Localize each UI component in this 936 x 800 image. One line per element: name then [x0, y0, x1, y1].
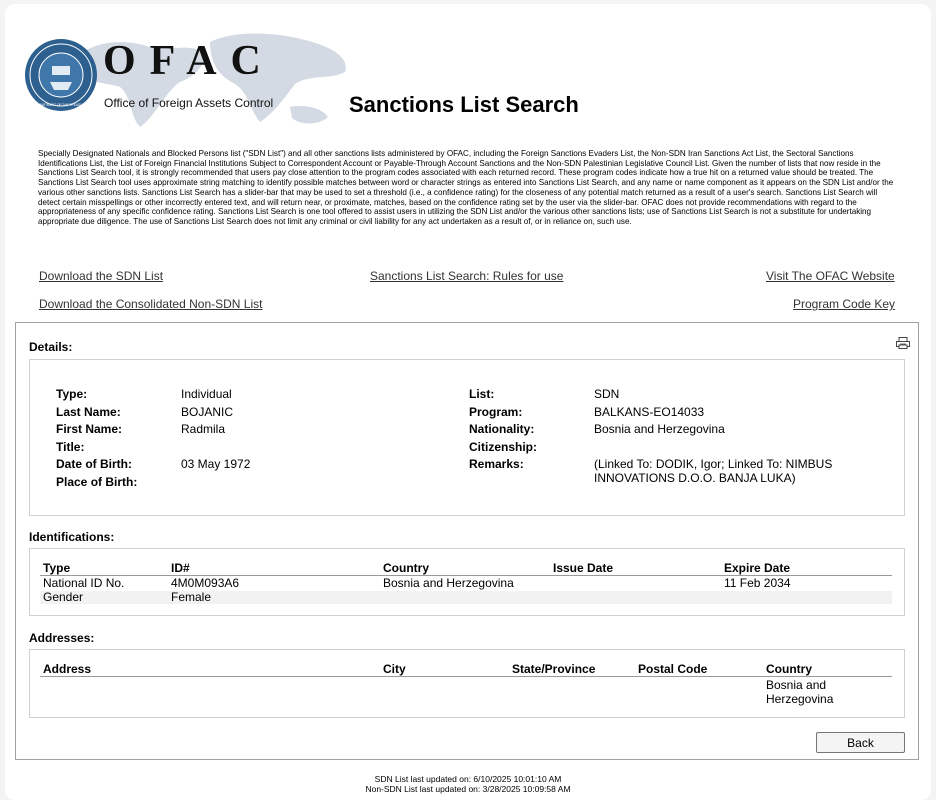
addr-col-address: Address: [43, 662, 92, 676]
citizenship-label: Citizenship:: [469, 440, 537, 454]
remarks-value: (Linked To: DODIK, Igor; Linked To: NIMBUS INNOVATIONS D.O.O. BANJA LUKA): [594, 457, 833, 485]
nationality-value: Bosnia and Herzegovina: [594, 422, 725, 436]
last-name-label: Last Name:: [56, 405, 121, 419]
table-cell: 4M0M093A6: [171, 576, 240, 590]
addr-col-state: State/Province: [512, 662, 596, 676]
details-panel: [29, 359, 905, 516]
dob-label: Date of Birth:: [56, 457, 132, 471]
id-col-country: Country: [383, 561, 429, 575]
page-title: Sanctions List Search: [349, 92, 579, 117]
id-col-expire-date: Expire Date: [724, 561, 791, 575]
id-col-type: Type: [43, 561, 71, 575]
rules-for-use-link[interactable]: Sanctions List Search: Rules for use: [370, 269, 564, 283]
table-cell: Bosnia and Herzegovina: [383, 576, 514, 590]
visit-ofac-website-link[interactable]: Visit The OFAC Website: [766, 269, 895, 283]
addresses-panel: [29, 649, 905, 718]
title-label: Title:: [56, 440, 85, 454]
footer: [5, 774, 931, 794]
list-value: SDN: [594, 387, 620, 401]
addr-col-postal: Postal Code: [638, 662, 708, 676]
addresses-label: Addresses:: [29, 631, 95, 645]
remarks-label: Remarks:: [469, 457, 524, 471]
addr-col-country: Country: [766, 662, 812, 676]
first-name-value: Radmila: [181, 422, 226, 436]
back-button[interactable]: Back: [816, 732, 905, 753]
addr-header-rule: [40, 676, 892, 677]
first-name-label: First Name:: [56, 422, 123, 436]
detail-content: [15, 322, 919, 760]
last-name-value: BOJANIC: [181, 405, 234, 419]
page: [5, 4, 931, 800]
table-row: Gender: [43, 590, 84, 604]
seal-year: THE DEPARTMENT OF THE TREASURY 1789: [27, 103, 95, 107]
ofac-logo-text: OFAC: [103, 38, 275, 84]
list-label: List:: [469, 387, 495, 401]
table-row: National ID No.: [43, 576, 125, 590]
id-col-issue-date: Issue Date: [553, 561, 614, 575]
header: [5, 4, 931, 144]
details-label: Details:: [29, 340, 73, 354]
table-cell: Female: [171, 590, 212, 604]
id-col-idnum: ID#: [171, 561, 190, 575]
print-icon[interactable]: [896, 337, 910, 349]
type-value: Individual: [181, 387, 232, 401]
treasury-seal-icon: [24, 38, 98, 112]
nationality-label: Nationality:: [469, 422, 535, 436]
program-label: Program:: [469, 405, 523, 419]
table-row-alt-bg: [40, 591, 892, 604]
program-code-key-link[interactable]: Program Code Key: [793, 297, 896, 311]
nonsdn-last-updated: Non-SDN List last updated on: 3/28/2025 10:09:58 AM: [365, 784, 571, 794]
program-value: BALKANS-EO14033: [594, 405, 705, 419]
download-consolidated-link[interactable]: Download the Consolidated Non-SDN List: [39, 297, 263, 311]
dob-value: 03 May 1972: [181, 457, 251, 471]
download-sdn-link[interactable]: Download the SDN List: [39, 269, 164, 283]
identifications-panel: [29, 548, 905, 616]
ofac-subtitle: Office of Foreign Assets Control: [104, 96, 274, 110]
table-cell: 11 Feb 2034: [724, 576, 791, 590]
intro-disclaimer: Specially Designated Nationals and Blocked Persons list ("SDN List") and all other sanctions lists administered by OFAC, including the Foreign Sanctions Evaders List, the Non-SDN Iran Sanctions Act List, the Sectoral Sanctions Identifications List, the List of Foreign Financial Institutions Subject to Correspondent Account or Payable-Through Account Sanctions and the Non-SDN Palestinian Legislative Council List. Given the number of lists that now reside in the Sanctions List Search tool, it is strongly recommended that users pay close attention to the program codes associated with each returned record. These program codes indicate how a true hit on a returned value should be treated. The Sanctions List Search tool uses approximate string matching to identify possible matches between word or character strings as entered into Sanctions List Search, and any name or name component as it appears on the SDN List and/or the various other sanctions lists. Sanctions List Search has a slider-bar that may be used to set a threshold (i.e., a confidence rating) for the closeness of any potential match returned as a result of a user's search. Sanctions List Search will detect certain misspellings or other incorrectly entered text, and will return near, or proximate, matches, based on the confidence rating set by the user via the slider-bar. OFAC does not provide recommendations with regard to the appropriateness of any specific confidence rating. Sanctions List Search is one tool offered to assist users in utilizing the SDN List and/or the various other sanctions lists; use of Sanctions List Search is not a substitute for undertaking appropriate due diligence. The use of Sanctions List Search does not limit any criminal or civil liability for any act undertaken as a result of, or in reliance on, such use.: [38, 149, 894, 226]
sdn-last-updated: SDN List last updated on: 6/10/2025 10:01:10 AM: [374, 774, 562, 784]
pob-label: Place of Birth:: [56, 475, 138, 489]
type-label: Type:: [56, 387, 88, 401]
addr-col-city: City: [383, 662, 406, 676]
table-row: Bosnia and Herzegovina: [766, 678, 834, 706]
identifications-label: Identifications:: [29, 530, 115, 544]
